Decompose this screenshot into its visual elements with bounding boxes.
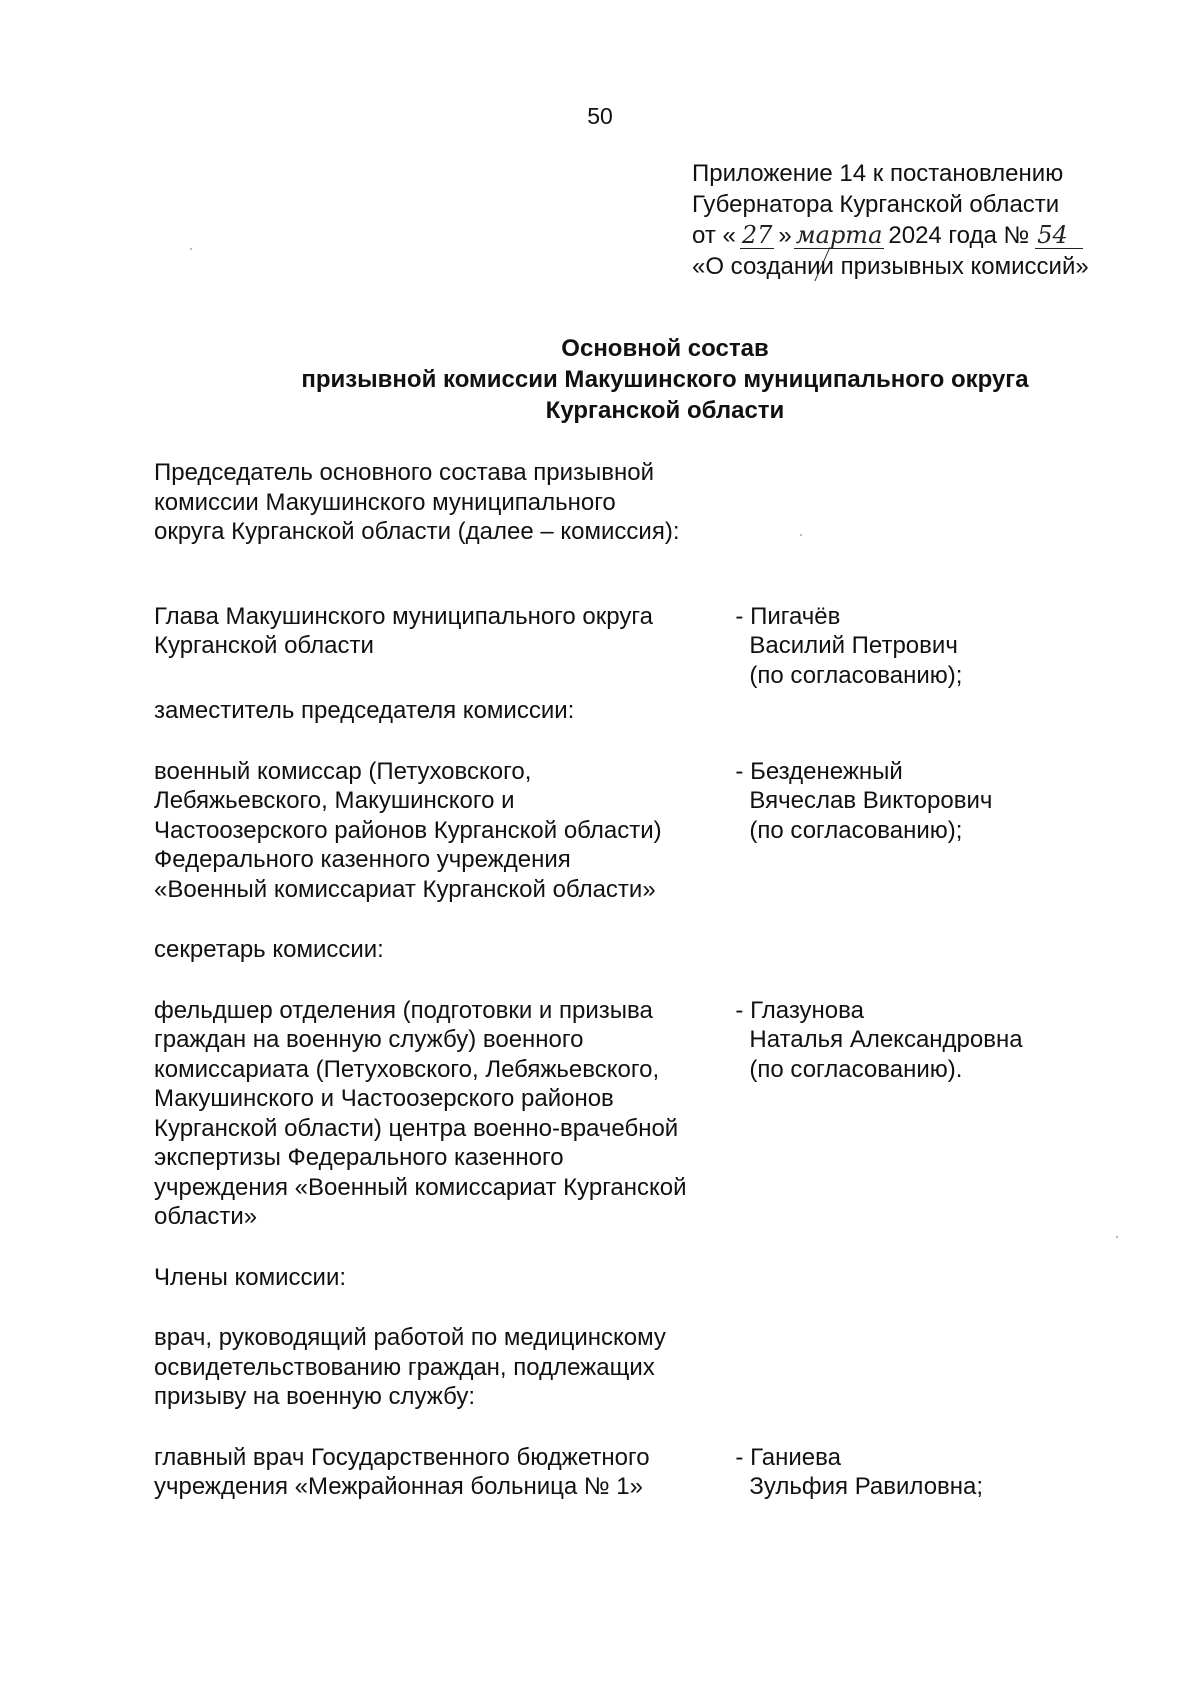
appendix-line-4 bbox=[692, 251, 1089, 282]
deputy-position bbox=[154, 757, 731, 905]
title-line-2: призывной комиссии Макушинского муниципального округа bbox=[301, 366, 1029, 393]
appendix-year-text: 2024 года № bbox=[888, 222, 1030, 249]
text-line: Федерального казенного учреждения bbox=[154, 846, 571, 873]
text-line: граждан на военную службу) военного bbox=[154, 1026, 584, 1053]
text-line: комиссариата (Петуховского, Лебяжьевского, bbox=[154, 1055, 660, 1083]
members-header: Члены комиссии: bbox=[154, 1263, 347, 1291]
appendix-block bbox=[692, 158, 1089, 282]
scan-speck bbox=[800, 534, 802, 536]
secretary-position bbox=[154, 996, 731, 1232]
doctor-position bbox=[154, 1443, 731, 1502]
text-line: фельдшер отделения (подготовки и призыва bbox=[154, 996, 653, 1024]
person-note: (по согласованию); bbox=[749, 661, 963, 689]
person-note: (по согласованию); bbox=[749, 816, 963, 844]
text-line: округа Курганской области (далее – комиссия): bbox=[154, 518, 680, 545]
deputy-entry bbox=[154, 757, 1054, 905]
handwritten-doc-number: 54 bbox=[1035, 220, 1083, 251]
handwritten-month: марта bbox=[795, 221, 883, 249]
chairman-header bbox=[154, 458, 1054, 547]
scan-speck bbox=[1116, 1236, 1118, 1238]
appendix-line-2: Губернатора Курганской области bbox=[692, 191, 1060, 218]
text-line: военный комиссар (Петуховского, bbox=[154, 757, 532, 785]
text-line: Курганской области bbox=[154, 632, 374, 659]
person-surname: - Глазунова bbox=[735, 996, 864, 1024]
text-line: учреждения «Военный комиссариат Курганской bbox=[154, 1173, 687, 1201]
person-name: Наталья Александровна bbox=[749, 1026, 1023, 1053]
appendix-subject: «О создании призывных комиссий» bbox=[692, 253, 1089, 280]
text-line: главный врач Государственного бюджетного bbox=[154, 1443, 650, 1471]
handwritten-day: 27 bbox=[741, 221, 773, 249]
person-name: Зульфия Равиловна; bbox=[749, 1473, 984, 1500]
page-number: 50 bbox=[587, 103, 613, 129]
person-surname: - Ганиева bbox=[735, 1443, 841, 1471]
doctor-header bbox=[154, 1323, 1054, 1412]
doctor-person bbox=[731, 1443, 1054, 1502]
secretary-header: секретарь комиссии: bbox=[154, 936, 384, 963]
secretary-person bbox=[731, 996, 1054, 1232]
appendix-date-line bbox=[692, 220, 1089, 251]
chairman-person bbox=[731, 602, 1054, 691]
person-note: (по согласованию). bbox=[749, 1055, 963, 1083]
text-line: учреждения «Межрайонная больница № 1» bbox=[154, 1473, 643, 1500]
doctor-entry bbox=[154, 1443, 1054, 1502]
scan-speck bbox=[190, 248, 192, 250]
commission-list bbox=[154, 458, 1054, 1502]
person-surname: - Пигачёв bbox=[735, 602, 841, 630]
deputy-header: заместитель председателя комиссии: bbox=[154, 697, 575, 724]
person-name: Василий Петрович bbox=[749, 632, 958, 659]
text-line: «Военный комиссариат Курганской области» bbox=[154, 875, 656, 903]
person-name: Вячеслав Викторович bbox=[749, 787, 993, 814]
text-line: Председатель основного состава призывной bbox=[154, 459, 655, 486]
chairman-position bbox=[154, 602, 731, 691]
title-line-3: Курганской области bbox=[545, 397, 785, 424]
appendix-line-1: Приложение 14 к постановлению bbox=[692, 160, 1064, 187]
text-line: призыву на военную службу: bbox=[154, 1383, 475, 1410]
deputy-person bbox=[731, 757, 1054, 905]
text-line: Макушинского и Частоозерского районов bbox=[154, 1085, 614, 1112]
chairman-entry bbox=[154, 602, 1054, 691]
appendix-date-prefix: от « bbox=[692, 222, 736, 249]
text-line: экспертизы Федерального казенного bbox=[154, 1144, 564, 1171]
text-line: Лебяжьевского, Макушинского и bbox=[154, 787, 515, 814]
text-line: Частоозерского районов Курганской области) bbox=[154, 816, 662, 844]
secretary-entry bbox=[154, 996, 1054, 1232]
text-line: врач, руководящий работой по медицинскому bbox=[154, 1324, 666, 1351]
text-line: Глава Макушинского муниципального округа bbox=[154, 602, 653, 630]
document-title bbox=[0, 333, 1200, 426]
text-line: комиссии Макушинского муниципального bbox=[154, 488, 616, 516]
text-line: освидетельствованию граждан, подлежащих bbox=[154, 1353, 655, 1381]
appendix-date-close: » bbox=[778, 222, 792, 249]
person-surname: - Безденежный bbox=[735, 757, 903, 785]
title-line-1: Основной состав bbox=[561, 335, 769, 362]
text-line: Курганской области) центра военно-врачебной bbox=[154, 1114, 679, 1142]
text-line: области» bbox=[154, 1203, 258, 1230]
